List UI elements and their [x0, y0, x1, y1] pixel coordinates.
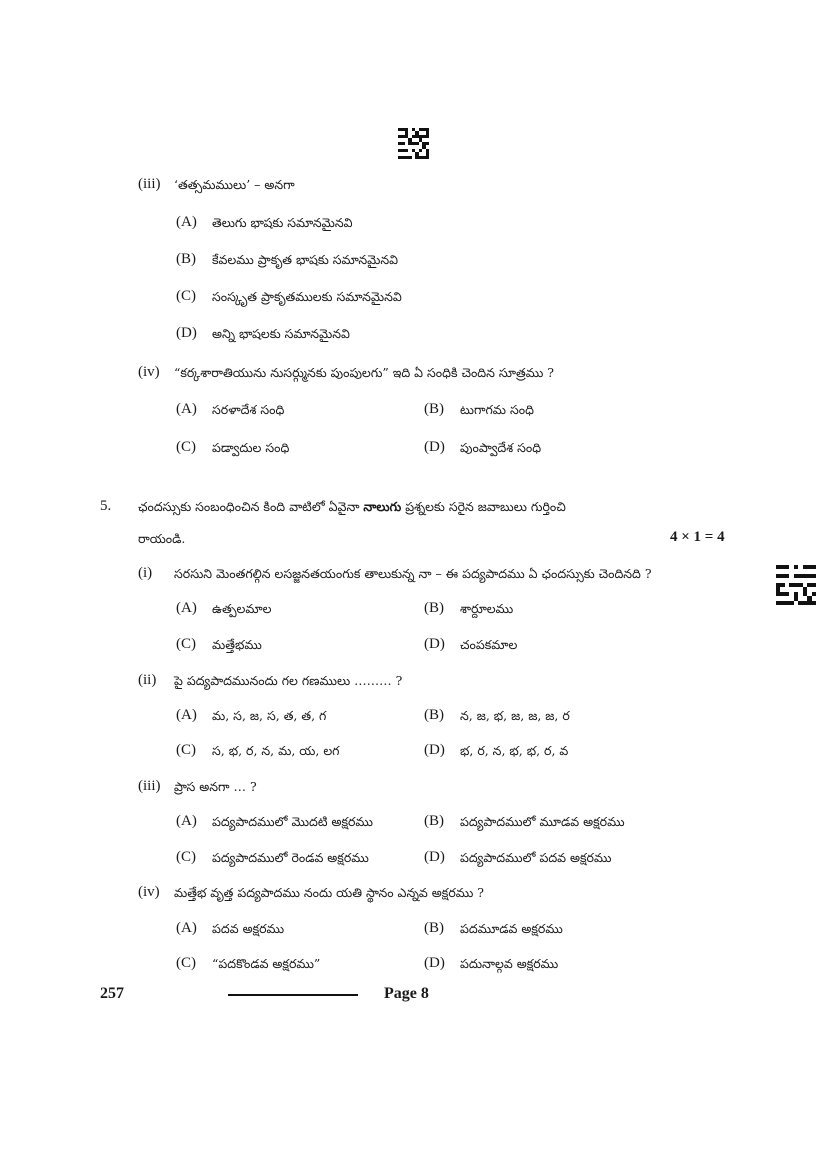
option-text: సరళాదేశ సంధి [212, 402, 285, 417]
question-text: సరసుని మెంతగల్గిన లసజ్జనతయంగుక తాలుకున్న నా – ఈ పద్యపాదము ఏ ఛందస్సుకు చెందినది ? [174, 566, 652, 581]
page-number: Page 8 [384, 985, 429, 1002]
option-text: అన్ని భాషలకు సమానమైనవి [212, 326, 350, 341]
qr-code-side [776, 565, 816, 605]
option-text: పద్యపాదములో రెండవ అక్షరము [212, 850, 369, 865]
option-label: (C) [176, 288, 196, 304]
question-number: (iv) [138, 884, 160, 900]
option-text: పదునాల్గవ అక్షరము [460, 956, 559, 971]
instruction-part1: ఛందస్సుకు సంబంధించిన కింది వాటిలో ఏవైనా [138, 499, 360, 514]
option-label: (D) [424, 742, 445, 758]
option-label: (C) [176, 955, 196, 971]
option-text: పదమూడవ అక్షరము [460, 921, 563, 936]
option-label: (C) [176, 849, 196, 865]
option-label: (A) [176, 707, 197, 723]
option-label: (B) [424, 813, 444, 829]
option-label: (C) [176, 439, 196, 455]
paper-code: 257 [100, 985, 124, 1002]
option-text: భ, ర, న, భ, భ, ర, వ [460, 743, 569, 758]
option-label: (B) [424, 600, 444, 616]
instruction-part2: ప్రశ్నలకు సరైన జవాబులు గుర్తించి [405, 499, 566, 514]
option-text: పద్యపాదములో మూడవ అక్షరము [460, 814, 625, 829]
option-text: ఉత్పలమాల [212, 601, 272, 616]
option-text: మత్తేభము [212, 637, 262, 652]
instruction-line2: రాయండి. [138, 531, 186, 546]
option-text: కేవలము ప్రాకృత భాషకు సమానమైనవి [212, 252, 399, 267]
option-label: (B) [424, 707, 444, 723]
option-label: (C) [176, 742, 196, 758]
option-label: (D) [424, 636, 445, 652]
question-text: “కర్కశారాతియును నుసర్గ్మునకు పుంపులగు” ఇది ఏ సంధికి చెందిన సూత్రము ? [174, 365, 554, 380]
question-number: (ii) [138, 672, 157, 688]
question-number: 5. [100, 498, 112, 514]
question-number: (iii) [138, 176, 161, 192]
option-label: (A) [176, 813, 197, 829]
option-label: (D) [424, 439, 445, 455]
option-text: పడ్వాదుల సంధి [212, 440, 290, 455]
option-label: (D) [424, 955, 445, 971]
option-label: (B) [424, 920, 444, 936]
option-text: “పదకొండవ అక్షరము” [212, 956, 321, 971]
option-label: (A) [176, 600, 197, 616]
question-text: పై పద్యపాదమునందు గల గణములు ……… ? [174, 673, 403, 688]
option-text: పద్యపాదములో పదవ అక్షరము [460, 850, 612, 865]
option-label: (A) [176, 920, 197, 936]
option-text: న, జ, భ, జ, జ, జ, ర [460, 708, 570, 723]
option-label: (B) [424, 401, 444, 417]
question-number: (iii) [138, 778, 161, 794]
question-text: ‘తత్సమములు’ – అనగా [174, 177, 295, 192]
instruction-bold: నాలుగు [363, 499, 402, 514]
option-label: (C) [176, 636, 196, 652]
option-label: (A) [176, 214, 197, 230]
option-label: (D) [424, 849, 445, 865]
marks: 4 × 1 = 4 [670, 529, 725, 545]
option-text: తెలుగు భాషకు సమానమైనవి [212, 215, 353, 230]
option-text: పుంప్వాదేశ సంధి [460, 440, 542, 455]
question-instruction [138, 499, 566, 518]
option-label: (D) [176, 325, 197, 341]
option-text: స, భ, ర, న, మ, య, లగ [212, 743, 340, 758]
option-text: సంస్కృత ప్రాకృతములకు సమానమైనవి [212, 289, 402, 304]
question-text: ప్రాస అనగా … ? [174, 779, 257, 794]
option-text: శార్దూలము [460, 601, 514, 616]
option-text: చంపకమాల [460, 637, 518, 652]
option-label: (B) [176, 251, 196, 267]
option-text: టుగాగమ సంధి [460, 402, 534, 417]
question-number: (iv) [138, 364, 160, 380]
question-number: (i) [138, 565, 153, 581]
question-text: మత్తేభ వృత్త పద్యపాదము నందు యతి స్థానం ఎన్నవ అక్షరము ? [174, 885, 484, 900]
option-text: పదవ అక్షరము [212, 921, 285, 936]
option-text: పద్యపాదములో మొదటి అక్షరము [212, 814, 373, 829]
qr-code-top [398, 128, 429, 159]
option-text: మ, స, జ, స, త, త, గ [212, 708, 327, 723]
footer-divider [228, 994, 358, 996]
option-label: (A) [176, 401, 197, 417]
